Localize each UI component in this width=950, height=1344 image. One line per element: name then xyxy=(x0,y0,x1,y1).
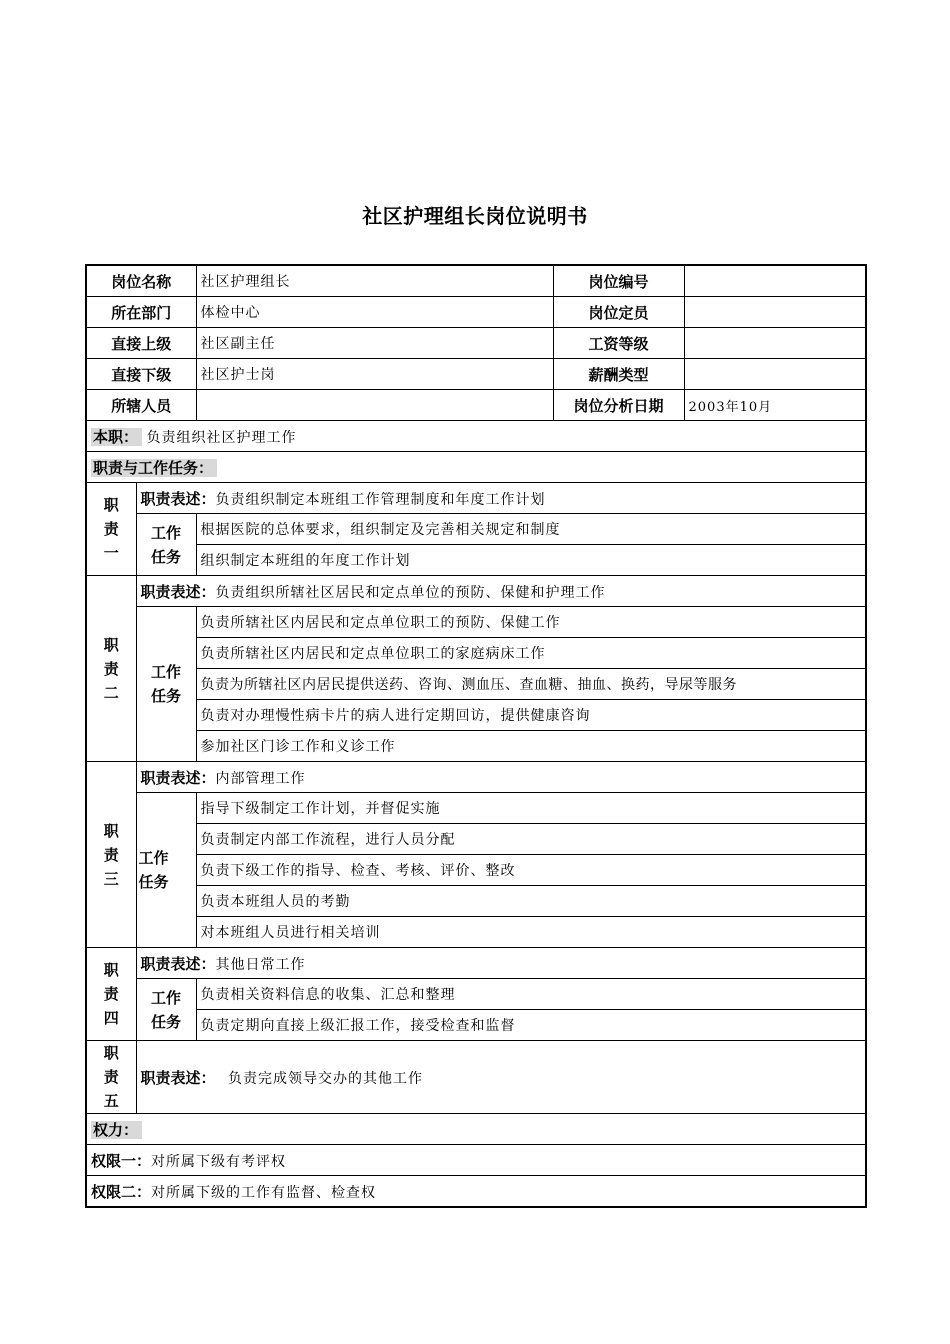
task-row xyxy=(86,669,866,700)
authority-row xyxy=(86,1145,866,1176)
position-name-value: 社区护理组长 xyxy=(196,265,553,297)
position-no-value xyxy=(684,265,866,297)
duties-header-row xyxy=(86,452,866,483)
statement-label: 职责表述： xyxy=(140,954,216,973)
duty-2-statement-row xyxy=(86,576,866,607)
duty-1-label: 职 责 一 xyxy=(86,483,136,576)
duty-2-label: 职 责 二 xyxy=(86,576,136,762)
headcount-label: 岗位定员 xyxy=(553,297,684,328)
duty-3-task-2: 负责制定内部工作流程，进行人员分配 xyxy=(196,824,866,855)
info-row-staff xyxy=(86,390,866,421)
duty-2-task-3: 负责为所辖社区内居民提供送药、咨询、测血压、查血糖、抽血、换药，导尿等服务 xyxy=(196,669,866,700)
authority-row xyxy=(86,1176,866,1208)
statement-label: 职责表述： xyxy=(140,582,216,601)
authority-1-text: 对所属下级有考评权 xyxy=(151,1153,287,1170)
department-value: 体检中心 xyxy=(196,297,553,328)
task-row xyxy=(86,545,866,576)
duty-4-label: 职 责 四 xyxy=(86,948,136,1041)
statement-label: 职责表述： xyxy=(140,489,216,508)
statement-label: 职责表述： xyxy=(140,768,216,787)
authority-2-label: 权限二： xyxy=(91,1182,152,1201)
statement-label: 职责表述： xyxy=(140,1068,216,1087)
task-row xyxy=(86,700,866,731)
duty-4-task-1: 负责相关资料信息的收集、汇总和整理 xyxy=(196,979,866,1010)
duty-2-task-label: 工作 任务 xyxy=(136,607,196,762)
duty-3-task-5: 对本班组人员进行相关培训 xyxy=(196,917,866,948)
task-row xyxy=(86,793,866,824)
page-title: 社区护理组长岗位说明书 xyxy=(362,204,588,228)
analysis-date-value: 2003年10月 xyxy=(684,390,866,421)
task-row xyxy=(86,886,866,917)
duty-1-task-2: 组织制定本班组的年度工作计划 xyxy=(196,545,866,576)
core-row xyxy=(86,421,866,452)
duty-1-statement-row xyxy=(86,483,866,514)
duty-3-statement-row xyxy=(86,762,866,793)
position-name-label: 岗位名称 xyxy=(86,265,196,297)
task-row xyxy=(86,514,866,545)
duty-3-statement: 内部管理工作 xyxy=(215,770,306,787)
subordinate-label: 直接下级 xyxy=(86,359,196,390)
task-row xyxy=(86,731,866,762)
pay-type-value xyxy=(684,359,866,390)
salary-grade-value xyxy=(684,328,866,359)
authority-2-text: 对所属下级的工作有监督、检查权 xyxy=(151,1184,377,1201)
duties-header: 职责与工作任务： xyxy=(91,459,217,477)
position-no-label: 岗位编号 xyxy=(553,265,684,297)
info-row-department xyxy=(86,297,866,328)
duty-2-task-4: 负责对办理慢性病卡片的病人进行定期回访，提供健康咨询 xyxy=(196,700,866,731)
duty-5-statement: 负责完成领导交办的其他工作 xyxy=(227,1070,423,1087)
duty-4-statement-row xyxy=(86,948,866,979)
analysis-date-label: 岗位分析日期 xyxy=(553,390,684,421)
duty-3-task-3: 负责下级工作的指导、检查、考核、评价、整改 xyxy=(196,855,866,886)
task-row xyxy=(86,979,866,1010)
duty-3-task-4: 负责本班组人员的考勤 xyxy=(196,886,866,917)
task-row xyxy=(86,917,866,948)
staff-value xyxy=(196,390,553,421)
task-row xyxy=(86,855,866,886)
duty-2-statement: 负责组织所辖社区居民和定点单位的预防、保健和护理工作 xyxy=(215,584,606,601)
task-row xyxy=(86,1010,866,1041)
duty-4-task-label: 工作 任务 xyxy=(136,979,196,1041)
superior-label: 直接上级 xyxy=(86,328,196,359)
authority-header-row xyxy=(86,1114,866,1145)
department-label: 所在部门 xyxy=(86,297,196,328)
duty-1-statement: 负责组织制定本班组工作管理制度和年度工作计划 xyxy=(215,491,546,508)
duty-4-statement: 其他日常工作 xyxy=(215,956,306,973)
duty-2-task-2: 负责所辖社区内居民和定点单位职工的家庭病床工作 xyxy=(196,638,866,669)
duty-3-task-1: 指导下级制定工作计划，并督促实施 xyxy=(196,793,866,824)
duty-3-label: 职 责 三 xyxy=(86,762,136,948)
duty-5-label: 职 责 五 xyxy=(86,1041,136,1114)
subordinate-value: 社区护士岗 xyxy=(196,359,553,390)
salary-grade-label: 工资等级 xyxy=(553,328,684,359)
headcount-value xyxy=(684,297,866,328)
duty-4-task-2: 负责定期向直接上级汇报工作，接受检查和监督 xyxy=(196,1010,866,1041)
authority-1-label: 权限一： xyxy=(91,1151,152,1170)
core-label: 本职： xyxy=(91,428,142,446)
info-row-superior xyxy=(86,328,866,359)
task-row xyxy=(86,638,866,669)
duty-1-task-1: 根据医院的总体要求，组织制定及完善相关规定和制度 xyxy=(196,514,866,545)
superior-value: 社区副主任 xyxy=(196,328,553,359)
duty-2-task-5: 参加社区门诊工作和义诊工作 xyxy=(196,731,866,762)
core-text: 负责组织社区护理工作 xyxy=(146,429,297,446)
duty-3-task-label: 工作 任务 xyxy=(136,793,196,948)
task-row xyxy=(86,607,866,638)
duty-1-task-label: 工作 任务 xyxy=(136,514,196,576)
info-row-position xyxy=(86,265,866,297)
info-row-subordinate xyxy=(86,359,866,390)
task-row xyxy=(86,824,866,855)
pay-type-label: 薪酬类型 xyxy=(553,359,684,390)
staff-label: 所辖人员 xyxy=(86,390,196,421)
authority-header: 权力： xyxy=(91,1121,142,1139)
duty-2-task-1: 负责所辖社区内居民和定点单位职工的预防、保健工作 xyxy=(196,607,866,638)
job-description-table xyxy=(85,264,867,1208)
duty-5-row xyxy=(86,1041,866,1114)
